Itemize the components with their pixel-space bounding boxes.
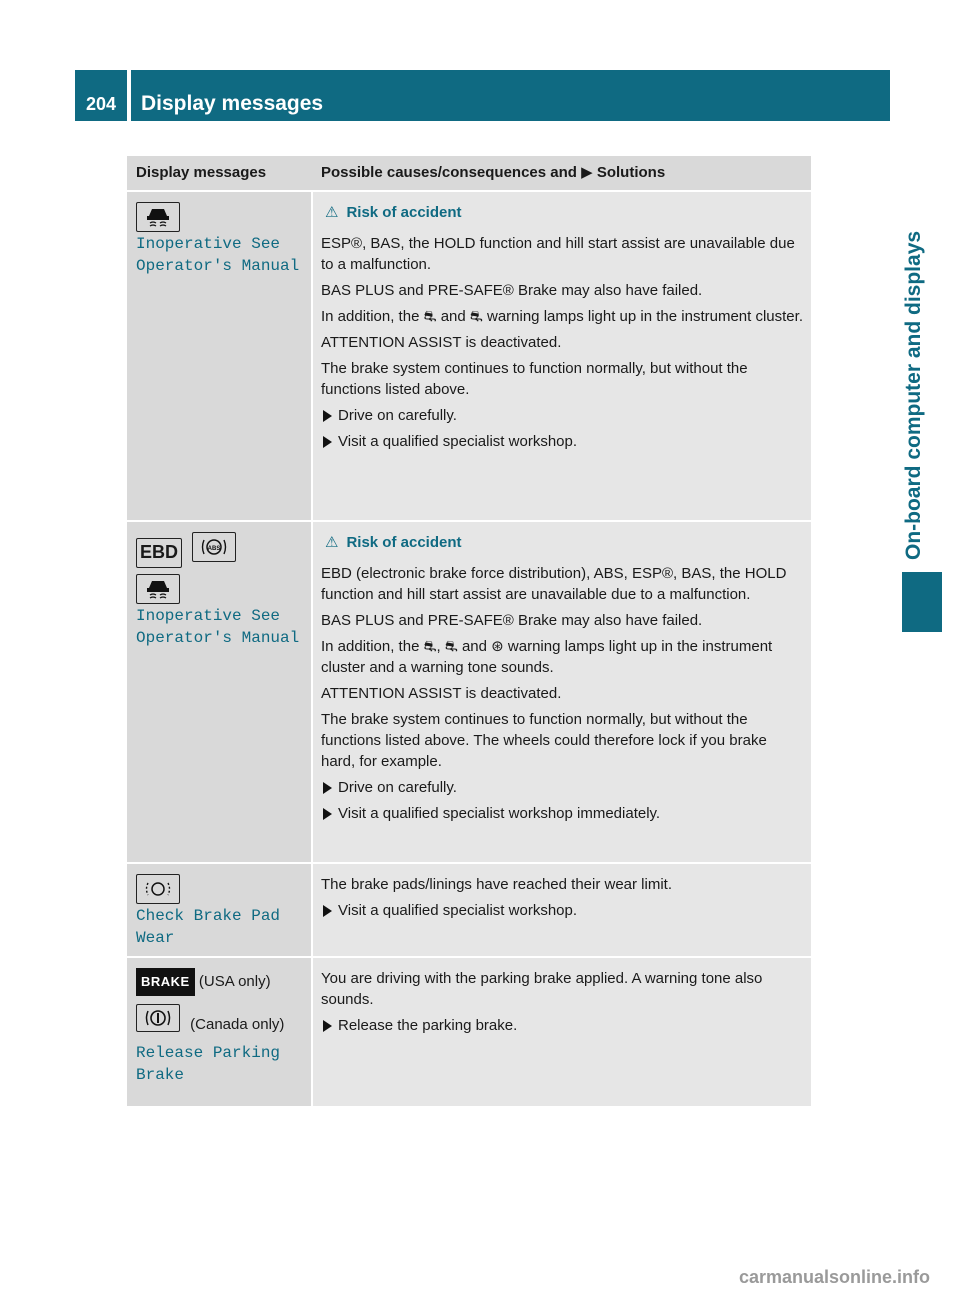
svg-text:ABS: ABS: [208, 546, 221, 552]
esp-car-icon: [136, 202, 180, 232]
cause-text: ATTENTION ASSIST is deactivated.: [321, 334, 562, 351]
table-header: [127, 156, 811, 192]
col-causes-solutions: [313, 156, 811, 190]
display-message-text: Inoperative See Operator's Manual: [136, 235, 300, 275]
action-item: Release the parking brake.: [321, 1015, 803, 1036]
header-divider: [127, 70, 131, 121]
brake-lamp-line: [136, 968, 302, 996]
action-item: Visit a qualified specialist workshop.: [321, 900, 803, 921]
warning-title: Risk of accident: [346, 534, 462, 551]
warning-triangle-icon: ⚠: [325, 204, 339, 221]
usa-note: (USA only): [198, 973, 271, 990]
col-display-messages: Display messages: [136, 164, 267, 181]
brake-pad-wear-icon: [136, 874, 180, 904]
cause-text: In addition, the ⛐, ⛐ and ⊛ warning lamps light up in the instrument cluster and a warning tone sounds.: [321, 638, 773, 676]
watermark: carmanualsonline.info: [738, 1267, 930, 1287]
cause-text: ATTENTION ASSIST is deactivated.: [321, 685, 562, 702]
action-item: Visit a qualified specialist workshop immediately.: [321, 803, 803, 824]
table-row: [127, 522, 811, 864]
page-header: [75, 70, 890, 121]
action-item: Drive on carefully.: [321, 405, 803, 426]
abs-icon: [192, 532, 236, 562]
side-tab-block: [902, 572, 942, 632]
cause-text: The brake system continues to function normally, but without the functions listed above. The wheels could therefore lock if you brake hard, for example.: [321, 711, 767, 770]
canada-lamp-line: [136, 1004, 302, 1036]
canada-note: (Canada only): [190, 1016, 285, 1033]
message-cell: [127, 522, 313, 862]
causes-cell: [313, 864, 811, 956]
display-messages-table: [127, 156, 811, 1108]
esp-car-icon: [136, 574, 180, 604]
page-number: 204: [85, 94, 117, 114]
message-cell: [127, 864, 313, 956]
ebd-icon: EBD: [136, 538, 182, 568]
col2-prefix: Possible causes/consequences and: [321, 164, 577, 181]
brake-lamp-icon: BRAKE: [136, 968, 195, 996]
table-row: [127, 864, 811, 958]
warning-triangle-icon: ⚠: [325, 534, 339, 551]
cause-text: EBD (electronic brake force distribution), ABS, ESP®, BAS, the HOLD function and hill start assist are unavailable due to a malfunction.: [321, 565, 787, 603]
parking-brake-canada-icon: [136, 1004, 180, 1032]
display-message-text: Release Parking Brake: [136, 1044, 281, 1084]
cause-text: In addition, the ⛐ and ⛐ warning lamps light up in the instrument cluster.: [321, 308, 803, 325]
action-item: Visit a qualified specialist workshop.: [321, 431, 803, 452]
display-message-text: Check Brake Pad Wear: [136, 907, 281, 947]
cause-text: ESP®, BAS, the HOLD function and hill start assist are unavailable due to a malfunction.: [321, 235, 795, 273]
display-message-text: Inoperative See Operator's Manual: [136, 606, 300, 647]
side-tab-label: On-board computer and displays: [902, 230, 925, 560]
causes-cell: [313, 522, 811, 862]
table-row: [127, 958, 811, 1108]
causes-cell: [313, 958, 811, 1106]
message-cell: [127, 958, 313, 1106]
message-cell: [127, 192, 313, 520]
warning-heading: [321, 532, 803, 553]
cause-text: You are driving with the parking brake applied. A warning tone also sounds.: [321, 970, 763, 1008]
cause-text: The brake system continues to function normally, but without the functions listed above.: [321, 360, 748, 398]
cause-text: BAS PLUS and PRE-SAFE® Brake may also have failed.: [321, 612, 703, 629]
table-row: [127, 192, 811, 522]
warning-heading: [321, 202, 803, 223]
page-title: Display messages: [141, 92, 324, 115]
col2-suffix: Solutions: [596, 164, 666, 181]
cause-text: The brake pads/linings have reached their wear limit.: [321, 876, 673, 893]
action-item: Drive on carefully.: [321, 777, 803, 798]
side-tab: [890, 70, 960, 672]
arrow-right-icon: ▶: [581, 164, 593, 181]
causes-cell: [313, 192, 811, 520]
warning-title: Risk of accident: [346, 204, 462, 221]
cause-text: BAS PLUS and PRE-SAFE® Brake may also have failed.: [321, 282, 703, 299]
